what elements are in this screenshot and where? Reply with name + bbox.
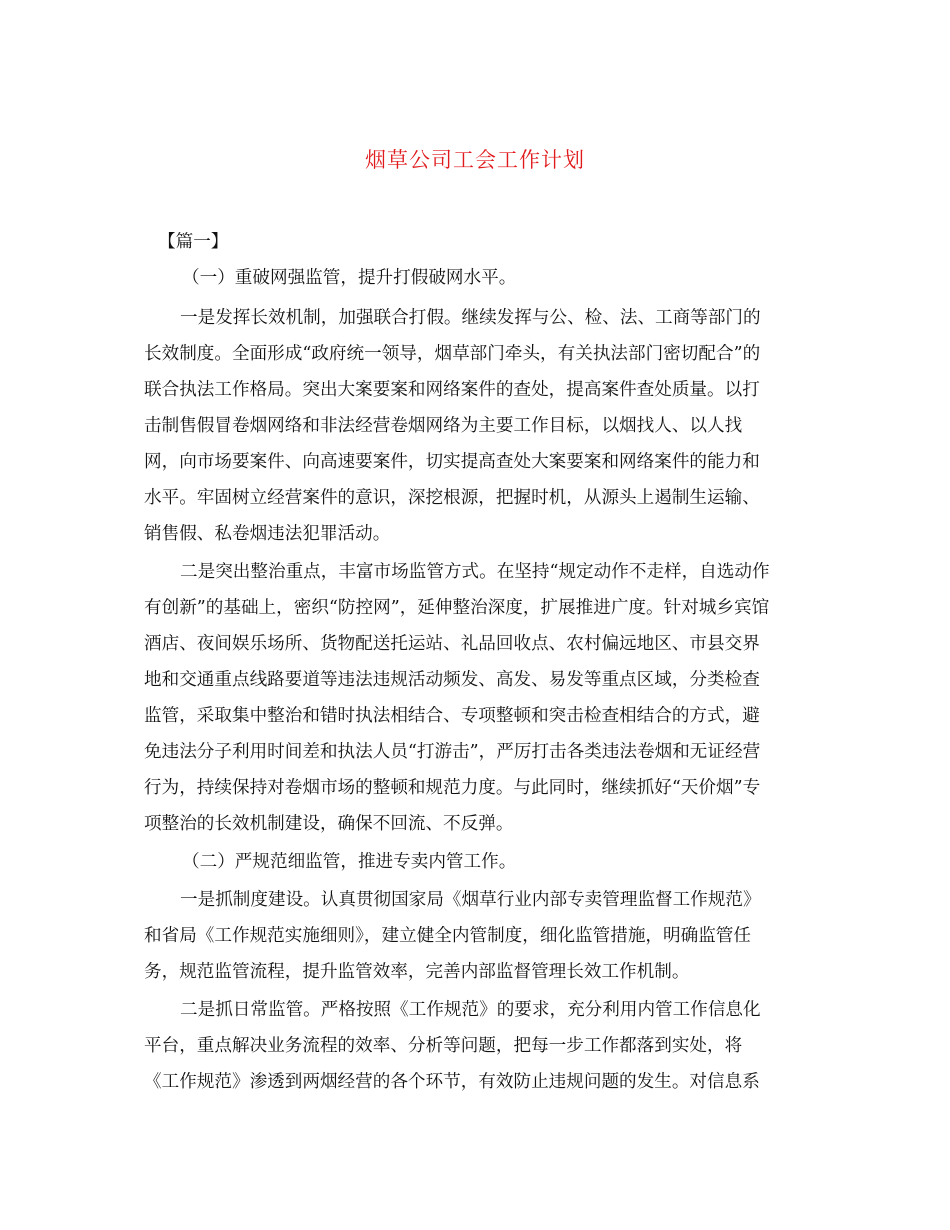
paragraph-line: 销售假、私卷烟违法犯罪活动。 — [144, 524, 391, 544]
paragraph-line: 务，规范监管流程，提升监管效率，完善内部监督管理长效工作机制。 — [144, 962, 690, 982]
paragraph-line: 一是抓制度建设。认真贯彻国家局《烟草行业内部专卖管理监督工作规范》 — [180, 890, 761, 910]
paragraph-line: 联合执法工作格局。突出大案要案和网络案件的查处，提高案件查处质量。以打 — [144, 380, 760, 400]
document-title: 烟草公司工会工作计划 — [365, 148, 585, 172]
paragraph-line: 《工作规范》渗透到两烟经营的各个环节，有效防止违规问题的发生。对信息系 — [144, 1072, 760, 1092]
paragraph-line: 网，向市场要案件、向高速要案件，切实提高查处大案要案和网络案件的能力和 — [144, 452, 760, 472]
section-heading: 【篇一】 — [158, 232, 229, 252]
paragraph-line: 水平。牢固树立经营案件的意识，深挖根源，把握时机，从源头上遏制生运输、 — [144, 488, 760, 508]
subsection-heading: （一）重破网强监管，提升打假破网水平。 — [182, 268, 517, 288]
paragraph-line: 一是发挥长效机制，加强联合打假。继续发挥与公、检、法、工商等部门的 — [180, 308, 761, 328]
paragraph-line: 行为，持续保持对卷烟市场的整顿和规范力度。与此同时，继续抓好“天价烟”专 — [144, 778, 761, 798]
paragraph-line: 击制售假冒卷烟网络和非法经营卷烟网络为主要工作目标，以烟找人、以人找 — [144, 416, 743, 436]
paragraph-line: 酒店、夜间娱乐场所、货物配送托运站、礼品回收点、农村偏远地区、市县交界 — [144, 634, 760, 654]
paragraph-line: 有创新”的基础上，密织“防控网”，延伸整治深度，扩展推进广度。针对城乡宾馆 — [144, 598, 770, 618]
paragraph-line: 长效制度。全面形成“政府统一领导，烟草部门牵头，有关执法部门密切配合”的 — [144, 344, 761, 364]
subsection-heading: （二）严规范细监管，推进专卖内管工作。 — [182, 852, 517, 872]
paragraph-line: 和省局《工作规范实施细则》，建立健全内管制度，细化监管措施，明确监管任 — [144, 926, 751, 946]
paragraph-line: 平台，重点解决业务流程的效率、分析等问题，把每一步工作都落到实处，将 — [144, 1036, 743, 1056]
paragraph-line: 项整治的长效机制建设，确保不回流、不反弹。 — [144, 814, 514, 834]
paragraph-line: 二是突出整治重点，丰富市场监管方式。在坚持“规定动作不走样，自选动作 — [180, 562, 770, 582]
paragraph-line: 地和交通重点线路要道等违法违规活动频发、高发、易发等重点区域，分类检查 — [144, 670, 760, 690]
paragraph-line: 免违法分子利用时间差和执法人员“打游击”，严厉打击各类违法卷烟和无证经营 — [144, 742, 761, 762]
paragraph-line: 监管，采取集中整治和错时执法相结合、专项整顿和突击检查相结合的方式，避 — [144, 706, 760, 726]
paragraph-line: 二是抓日常监管。严格按照《工作规范》的要求，充分利用内管工作信息化 — [180, 1000, 761, 1020]
